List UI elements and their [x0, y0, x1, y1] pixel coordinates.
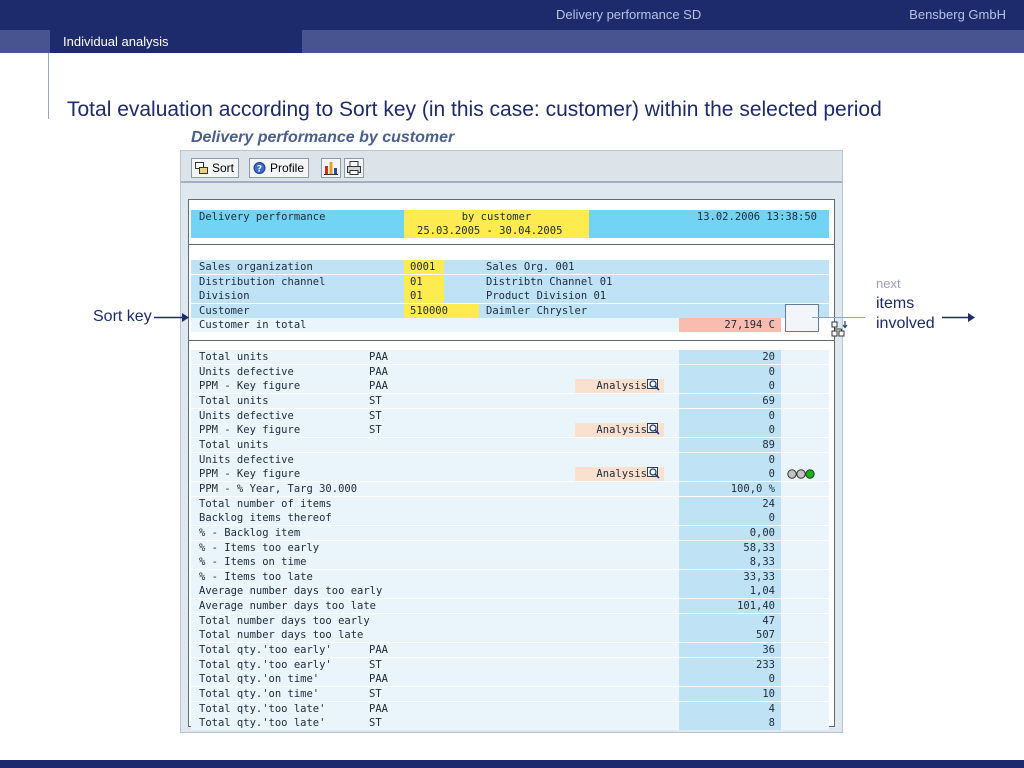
row-value: 0: [679, 365, 781, 379]
profile-button[interactable]: [249, 158, 309, 178]
org-code: 0001: [404, 260, 444, 274]
row-spacer: [404, 453, 679, 467]
row-label: % - Backlog item: [191, 526, 404, 540]
row-value: 0: [679, 379, 781, 393]
row-unit: ST: [369, 658, 382, 671]
annotation-items: items: [876, 295, 915, 312]
connector-line: [812, 309, 866, 325]
print-button[interactable]: [344, 158, 364, 178]
row-label: PPM - % Year, Targ 30.000: [191, 482, 404, 496]
svg-text:?: ?: [256, 164, 263, 174]
org-text: Product Division 01: [444, 289, 829, 303]
slide-header-bar: [0, 0, 1024, 30]
row-spacer: [404, 394, 679, 408]
org-label: Customer: [191, 304, 404, 318]
row-unit: PAA: [369, 380, 388, 393]
row-unit: PAA: [369, 644, 388, 656]
row-label: Total units: [191, 394, 404, 408]
org-text: Sales Org. 001: [444, 260, 829, 274]
row-unit: [369, 555, 404, 569]
row-value: 101,40: [679, 599, 781, 613]
row-spacer: [404, 643, 679, 657]
row-status: [781, 497, 829, 511]
row-spacer: [404, 672, 679, 686]
row-value: 8: [679, 716, 781, 730]
row-value: 89: [679, 438, 781, 452]
row-label: % - Items too late: [191, 570, 404, 584]
magnifier-icon: [647, 423, 661, 435]
row-spacer: [404, 687, 679, 701]
row-spacer: [404, 409, 679, 423]
separator: [189, 244, 834, 245]
row-value: 0: [679, 672, 781, 686]
row-status: [781, 584, 829, 598]
row-status: [781, 643, 829, 657]
row-value: 33,33: [679, 570, 781, 584]
row-value: 0: [679, 423, 781, 437]
row-unit: [369, 599, 404, 613]
analysis-label: Analysis: [596, 468, 647, 481]
row-value: 20: [679, 350, 781, 364]
customer-total-label: Customer in total: [191, 318, 404, 332]
customer-total-currency: C: [768, 319, 775, 331]
row-status: [781, 365, 829, 379]
row-label: Total qty.'on time': [191, 672, 404, 686]
row-unit: [369, 541, 404, 555]
row-value: 8,33: [679, 555, 781, 569]
arrow-right-icon: [942, 309, 976, 325]
row-unit: PAA: [369, 351, 388, 363]
divider: [48, 53, 49, 119]
profile-button-label: Profile: [270, 161, 305, 175]
row-value: 69: [679, 394, 781, 408]
header-timestamp: 13.02.2006 13:38:50: [589, 210, 829, 224]
row-value: 507: [679, 628, 781, 642]
row-status: [781, 438, 829, 452]
chart-icon: [322, 159, 340, 177]
section-tab: Individual analysis: [50, 30, 302, 53]
row-unit: ST: [369, 717, 382, 730]
row-unit: [369, 453, 404, 467]
row-unit: PAA: [369, 673, 388, 686]
row-value: 47: [679, 614, 781, 628]
row-spacer: [404, 702, 679, 716]
row-status: [781, 628, 829, 642]
row-status: [781, 453, 829, 467]
row-label: % - Items on time: [191, 555, 404, 569]
analysis-link[interactable]: [575, 467, 664, 481]
row-status: [781, 672, 829, 686]
row-unit: PAA: [369, 702, 388, 715]
row-spacer: [404, 482, 679, 496]
analysis-link[interactable]: [575, 379, 664, 393]
row-label: Total qty.'too early': [191, 643, 404, 657]
row-status: [781, 394, 829, 408]
analysis-label: Analysis: [596, 380, 647, 393]
row-spacer: [404, 511, 679, 525]
slide-footer-bar: [0, 760, 1024, 768]
row-spacer: [404, 438, 679, 452]
row-label: PPM - Key figure: [191, 423, 404, 437]
row-label: Total number days too late: [191, 628, 404, 642]
row-value: 58,33: [679, 541, 781, 555]
row-label: Total number days too early: [191, 614, 404, 628]
row-spacer: [404, 570, 679, 584]
row-label: Average number days too early: [191, 584, 404, 598]
row-unit: [369, 511, 404, 525]
row-status: [781, 716, 829, 730]
row-status: [781, 658, 829, 672]
row-spacer: [404, 350, 679, 364]
row-status: [781, 350, 829, 364]
sort-button[interactable]: [191, 158, 239, 178]
row-unit: ST: [369, 409, 382, 422]
row-spacer: [404, 614, 679, 628]
row-status: [781, 555, 829, 569]
row-value: 1,04: [679, 584, 781, 598]
row-label: Total units: [191, 438, 404, 452]
row-spacer: [404, 555, 679, 569]
annotation-next: next: [876, 276, 901, 291]
row-unit: [369, 584, 404, 598]
row-value: 100,0 %: [679, 482, 781, 496]
slide-header-company: Bensberg GmbH: [909, 7, 1006, 22]
row-label: PPM - Key figure: [191, 379, 404, 393]
header-left: Delivery performance: [191, 210, 404, 224]
analysis-link[interactable]: [575, 423, 664, 437]
slide-header-title: Delivery performance SD: [556, 7, 702, 22]
org-label: Division: [191, 289, 404, 303]
row-label: PPM - Key figure: [191, 467, 404, 481]
annotation-involved: involved: [876, 315, 935, 332]
org-label: Distribution channel: [191, 275, 404, 289]
row-label: Backlog items thereof: [191, 511, 404, 525]
row-value: 36: [679, 643, 781, 657]
row-unit: [369, 614, 404, 628]
traffic-light-icon: [787, 468, 817, 480]
row-value: 24: [679, 497, 781, 511]
header-left-fill: [191, 224, 404, 238]
sap-window: [180, 150, 843, 733]
row-label: % - Items too early: [191, 541, 404, 555]
row-spacer: [404, 716, 679, 730]
report-area: [188, 199, 835, 730]
row-unit: [369, 482, 404, 496]
row-status: [781, 482, 829, 496]
row-status: [781, 541, 829, 555]
magnifier-icon: [647, 467, 661, 479]
printer-icon: [345, 159, 363, 177]
row-unit: [369, 438, 404, 452]
header-period: 25.03.2005 - 30.04.2005: [404, 224, 589, 238]
org-text: Distribtn Channel 01: [444, 275, 829, 289]
header-center: by customer: [404, 210, 589, 224]
customer-total-amount: 27,194: [724, 319, 763, 331]
row-unit: ST: [369, 394, 382, 407]
sort-button-label: Sort: [212, 161, 235, 175]
row-label: Units defective: [191, 365, 404, 379]
org-text: Daimler Chrysler: [479, 304, 829, 318]
row-spacer: [404, 526, 679, 540]
arrow-right-icon: [154, 309, 190, 325]
magnifier-icon: [647, 379, 661, 391]
row-status: [781, 599, 829, 613]
row-unit: [369, 628, 404, 642]
row-label: Average number days too late: [191, 599, 404, 613]
row-status: [781, 423, 829, 437]
annotation-sort-key: Sort key: [93, 308, 152, 325]
page-title: Total evaluation according to Sort key (in this case: customer) within the selected period: [67, 98, 882, 121]
org-code: 01: [404, 275, 444, 289]
org-code: 01: [404, 289, 444, 303]
analysis-label: Analysis: [596, 424, 647, 437]
row-status: [781, 409, 829, 423]
row-status: [781, 511, 829, 525]
row-label: Total number of items: [191, 497, 404, 511]
report-title: Delivery performance by customer: [191, 129, 455, 146]
row-spacer: [404, 584, 679, 598]
row-unit: [369, 497, 404, 511]
row-value: 4: [679, 702, 781, 716]
row-value: 0: [679, 409, 781, 423]
org-label: Sales organization: [191, 260, 404, 274]
row-unit: [369, 467, 404, 481]
row-unit: ST: [369, 424, 382, 437]
row-value: 233: [679, 658, 781, 672]
row-value: 0,00: [679, 526, 781, 540]
customer-total-spacer: [404, 318, 679, 332]
row-status: [781, 526, 829, 540]
row-status: [781, 702, 829, 716]
row-spacer: [404, 628, 679, 642]
sort-icon: [195, 162, 208, 174]
row-status: [781, 379, 829, 393]
row-status: [781, 570, 829, 584]
row-label: Total qty.'too early': [191, 658, 404, 672]
row-spacer: [404, 599, 679, 613]
org-code: 510000: [404, 304, 479, 318]
separator: [189, 340, 834, 341]
row-label: Total qty.'too late': [191, 702, 404, 716]
header-right-fill: [589, 224, 829, 238]
row-label: Units defective: [191, 453, 404, 467]
row-status: [781, 614, 829, 628]
row-value: 10: [679, 687, 781, 701]
row-status: [781, 687, 829, 701]
profile-icon: [253, 162, 266, 174]
row-label: Total qty.'too late': [191, 716, 404, 730]
row-label: Units defective: [191, 409, 404, 423]
toolbar: [181, 151, 842, 183]
row-unit: [369, 526, 404, 540]
row-value: 0: [679, 467, 781, 481]
row-label: Total units: [191, 350, 404, 364]
row-value: 0: [679, 511, 781, 525]
row-label: Total qty.'on time': [191, 687, 404, 701]
row-value: 0: [679, 453, 781, 467]
customer-total-value: [679, 318, 781, 332]
row-unit: ST: [369, 687, 382, 700]
chart-button[interactable]: [321, 158, 341, 178]
row-spacer: [404, 497, 679, 511]
row-spacer: [404, 365, 679, 379]
row-spacer: [404, 658, 679, 672]
row-unit: PAA: [369, 365, 388, 378]
row-spacer: [404, 541, 679, 555]
row-unit: [369, 570, 404, 584]
